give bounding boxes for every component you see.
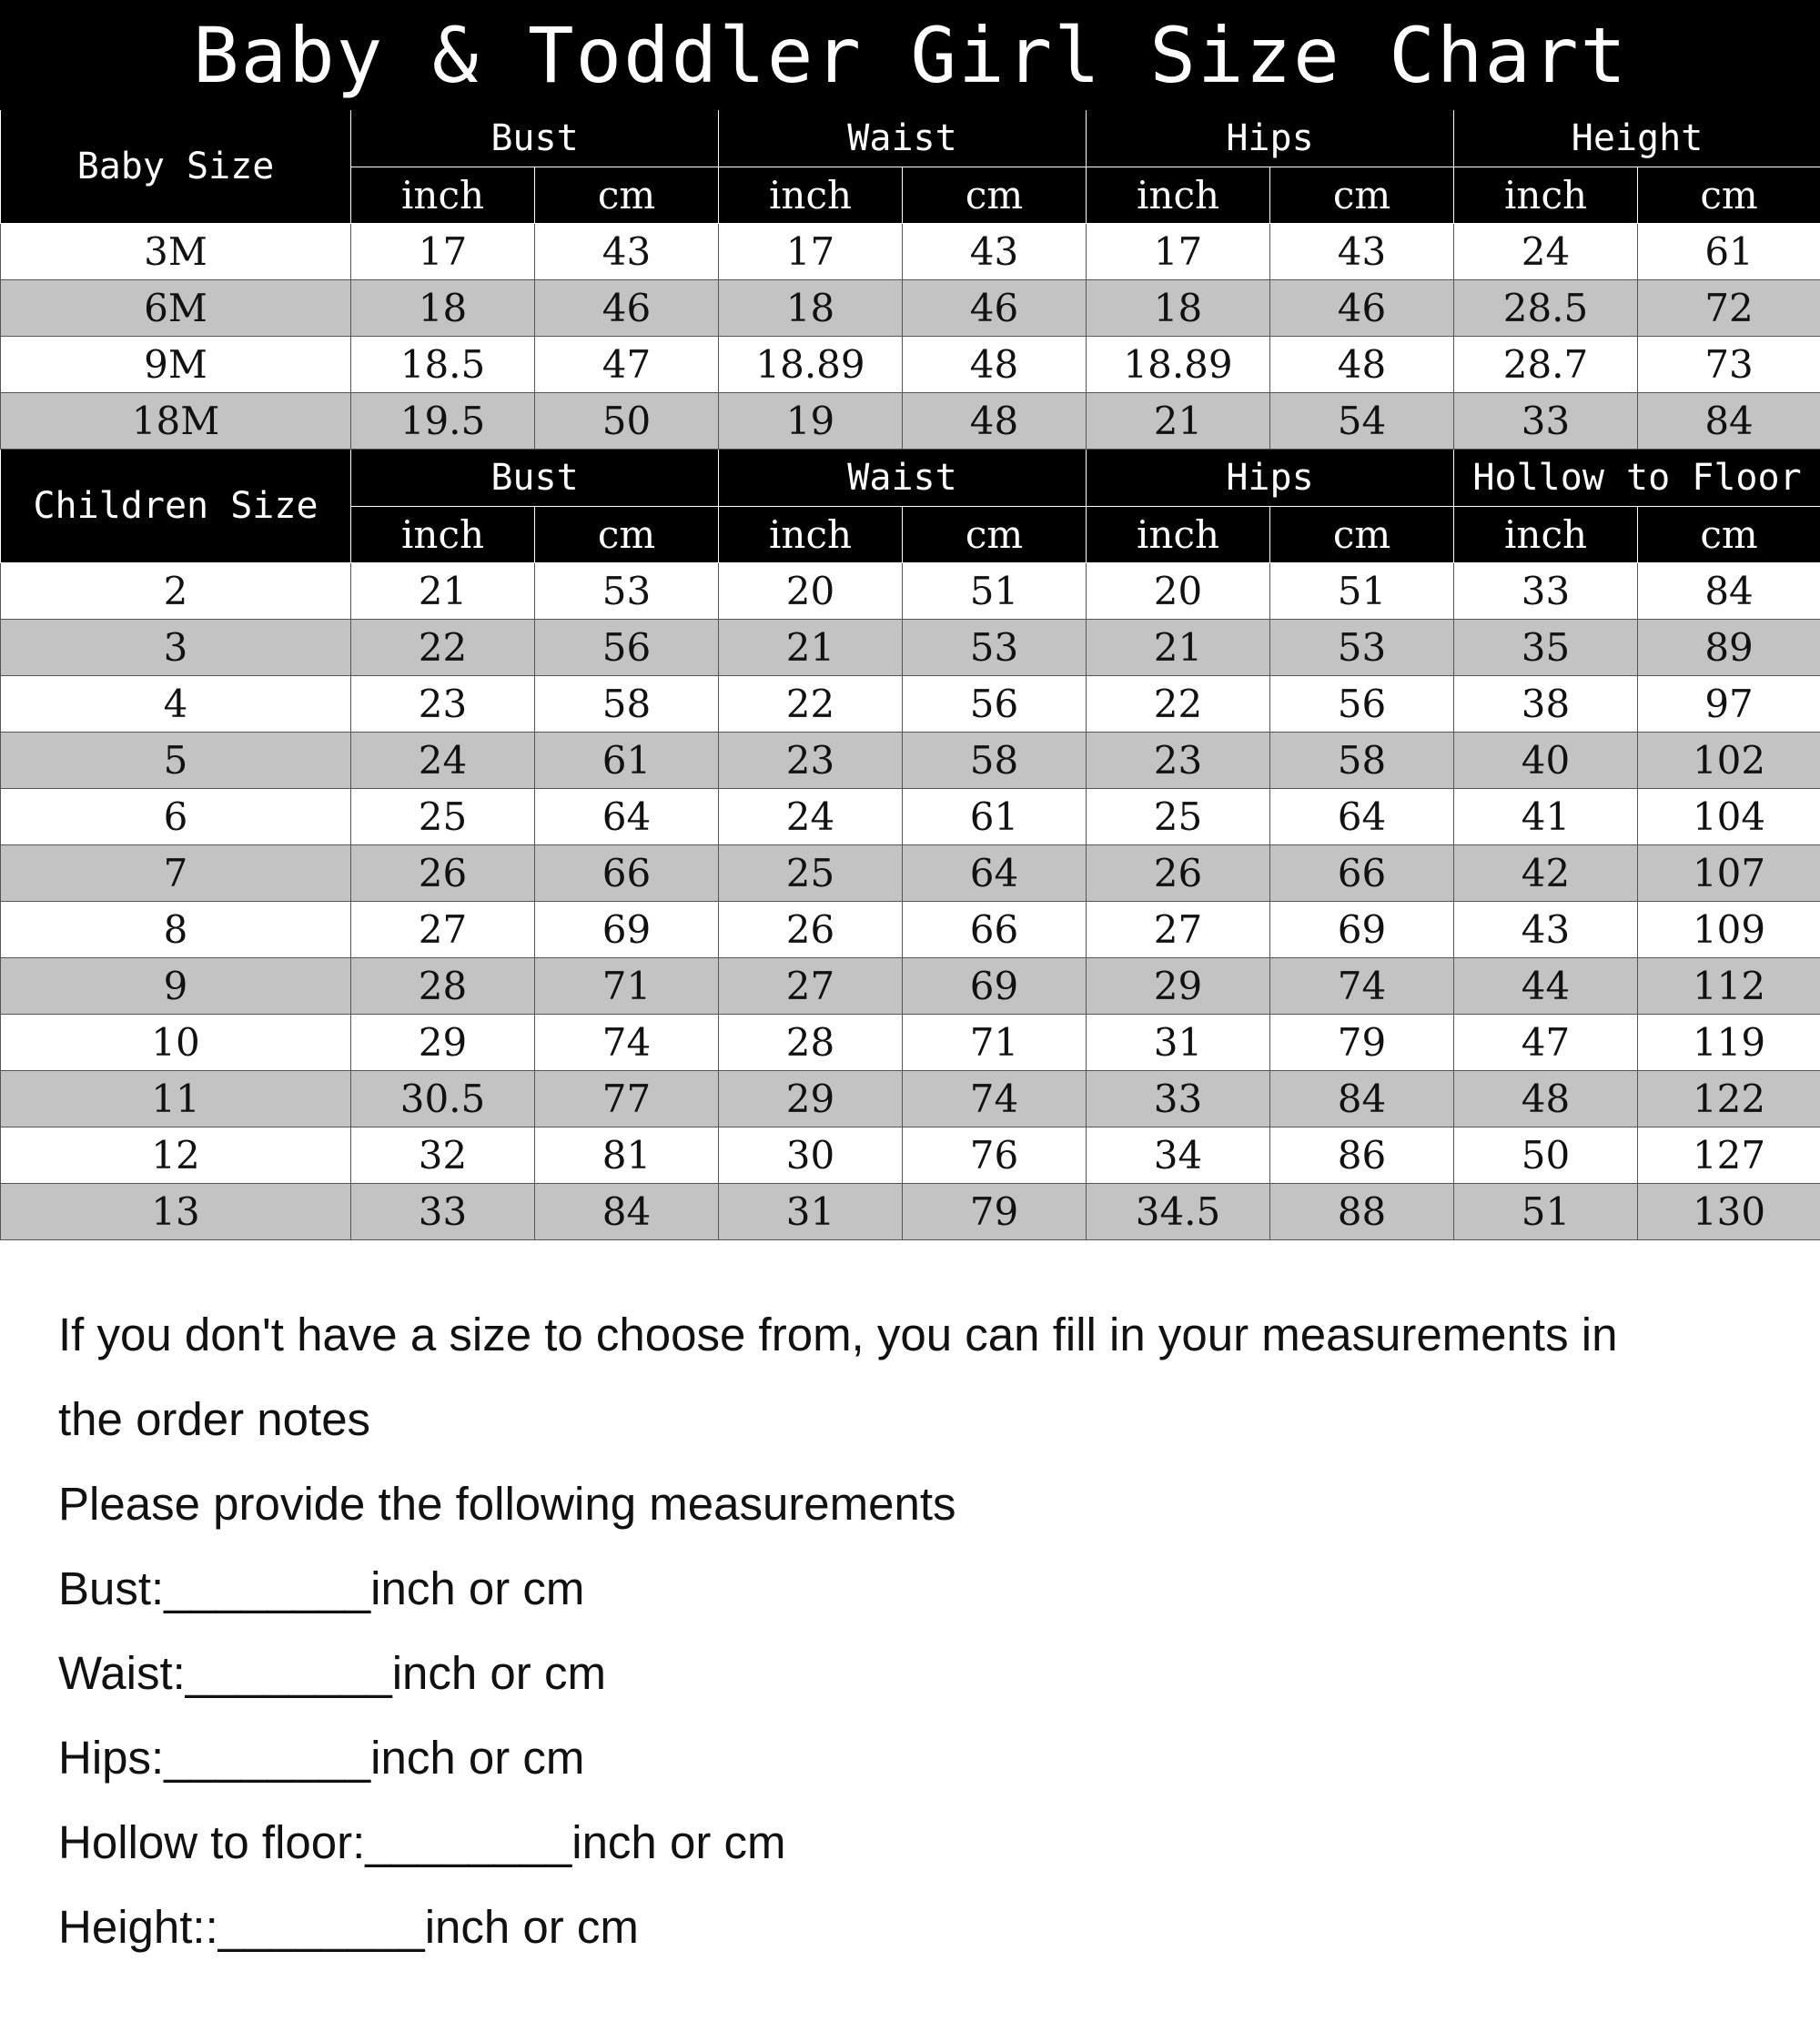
baby-size-label: Baby Size — [1, 110, 351, 224]
table-row — [1, 958, 1820, 1015]
size-cell: 10 — [1, 1015, 351, 1071]
measurement-cell: 20 — [719, 563, 903, 620]
measurement-cell: 40 — [1454, 733, 1638, 789]
measurement-cell: 28.7 — [1454, 337, 1638, 393]
measurement-cell: 17 — [1087, 224, 1270, 280]
measurement-field-line — [58, 1800, 1769, 1885]
measurement-cell: 54 — [1270, 393, 1454, 450]
table-row — [1, 733, 1820, 789]
children-group-header: Hollow to Floor — [1454, 450, 1820, 507]
measurement-cell: 66 — [1270, 845, 1454, 902]
measurement-cell: 24 — [719, 789, 903, 845]
measurement-cell: 69 — [903, 958, 1087, 1015]
table-row — [1, 845, 1820, 902]
measurement-cell: 88 — [1270, 1184, 1454, 1240]
measurement-cell: 35 — [1454, 620, 1638, 676]
size-cell: 4 — [1, 676, 351, 733]
measurement-field-label: Height:: — [58, 1901, 218, 1953]
size-cell: 13 — [1, 1184, 351, 1240]
measurement-cell: 34.5 — [1087, 1184, 1270, 1240]
measurement-cell: 58 — [903, 733, 1087, 789]
measurement-cell: 24 — [1454, 224, 1638, 280]
baby-unit-header: inch — [1087, 167, 1270, 224]
measurement-unit: inch or cm — [370, 1732, 585, 1784]
measurement-cell: 122 — [1638, 1071, 1820, 1127]
measurement-blank: ________ — [164, 1732, 371, 1784]
measurement-cell: 130 — [1638, 1184, 1820, 1240]
measurement-cell: 102 — [1638, 733, 1820, 789]
table-row — [1, 337, 1820, 393]
measurement-cell: 18 — [351, 280, 535, 337]
measurement-cell: 46 — [1270, 280, 1454, 337]
measurement-cell: 26 — [351, 845, 535, 902]
measurement-cell: 53 — [1270, 620, 1454, 676]
baby-header-row — [1, 110, 1820, 167]
measurement-cell: 25 — [719, 845, 903, 902]
measurement-cell: 48 — [1270, 337, 1454, 393]
measurement-cell: 66 — [903, 902, 1087, 958]
measurement-cell: 20 — [1087, 563, 1270, 620]
measurement-cell: 48 — [903, 393, 1087, 450]
baby-unit-header: inch — [719, 167, 903, 224]
measurement-cell: 56 — [1270, 676, 1454, 733]
measurement-cell: 47 — [535, 337, 719, 393]
children-unit-header: cm — [535, 507, 719, 563]
measurement-cell: 31 — [1087, 1015, 1270, 1071]
table-row — [1, 1071, 1820, 1127]
measurement-cell: 29 — [719, 1071, 903, 1127]
measurement-cell: 61 — [535, 733, 719, 789]
table-row — [1, 224, 1820, 280]
measurement-blank: ________ — [365, 1816, 572, 1868]
measurement-cell: 18.89 — [1087, 337, 1270, 393]
measurement-cell: 21 — [719, 620, 903, 676]
measurement-cell: 84 — [535, 1184, 719, 1240]
measurement-field-line — [58, 1715, 1769, 1800]
measurement-cell: 17 — [351, 224, 535, 280]
children-unit-header: cm — [1270, 507, 1454, 563]
measurement-cell: 28 — [351, 958, 535, 1015]
children-unit-header: inch — [1087, 507, 1270, 563]
measurement-cell: 112 — [1638, 958, 1820, 1015]
measurement-cell: 46 — [903, 280, 1087, 337]
measurement-field-label: Waist: — [58, 1647, 186, 1699]
measurement-cell: 61 — [1638, 224, 1820, 280]
measurement-cell: 66 — [535, 845, 719, 902]
measurement-cell: 34 — [1087, 1127, 1270, 1184]
measurement-cell: 21 — [1087, 393, 1270, 450]
measurement-cell: 22 — [351, 620, 535, 676]
measurement-cell: 43 — [535, 224, 719, 280]
measurement-cell: 18 — [719, 280, 903, 337]
measurement-cell: 51 — [1270, 563, 1454, 620]
measurement-notes — [58, 1292, 1769, 1969]
measurement-cell: 127 — [1638, 1127, 1820, 1184]
children-size-label: Children Size — [1, 450, 351, 563]
measurement-cell: 71 — [903, 1015, 1087, 1071]
measurement-cell: 51 — [903, 563, 1087, 620]
measurement-cell: 64 — [1270, 789, 1454, 845]
notes-intro-line-1: If you don't have a size to choose from, you can fill in your measurements in — [58, 1309, 1618, 1360]
measurement-cell: 30 — [719, 1127, 903, 1184]
measurement-cell: 38 — [1454, 676, 1638, 733]
size-cell: 9M — [1, 337, 351, 393]
table-row — [1, 1127, 1820, 1184]
table-row — [1, 902, 1820, 958]
measurement-cell: 27 — [351, 902, 535, 958]
measurement-cell: 33 — [351, 1184, 535, 1240]
measurement-cell: 18 — [1087, 280, 1270, 337]
measurement-cell: 33 — [1454, 563, 1638, 620]
measurement-cell: 77 — [535, 1071, 719, 1127]
measurement-field-label: Hollow to floor: — [58, 1816, 366, 1868]
measurement-cell: 71 — [535, 958, 719, 1015]
measurement-cell: 61 — [903, 789, 1087, 845]
measurement-cell: 56 — [903, 676, 1087, 733]
measurement-blank: ________ — [217, 1901, 425, 1953]
measurement-cell: 22 — [1087, 676, 1270, 733]
measurement-blank: ________ — [185, 1647, 392, 1699]
measurement-cell: 104 — [1638, 789, 1820, 845]
measurement-cell: 44 — [1454, 958, 1638, 1015]
size-cell: 8 — [1, 902, 351, 958]
children-group-header: Hips — [1087, 450, 1454, 507]
measurement-field-line — [58, 1631, 1769, 1715]
measurement-cell: 64 — [903, 845, 1087, 902]
measurement-cell: 31 — [719, 1184, 903, 1240]
measurement-cell: 33 — [1454, 393, 1638, 450]
table-row — [1, 280, 1820, 337]
measurement-cell: 48 — [903, 337, 1087, 393]
baby-unit-header: cm — [903, 167, 1087, 224]
measurement-cell: 46 — [535, 280, 719, 337]
size-cell: 9 — [1, 958, 351, 1015]
measurement-cell: 32 — [351, 1127, 535, 1184]
chart-title: Baby & Toddler Girl Size Chart — [1, 1, 1820, 110]
measurement-field-label: Hips: — [58, 1732, 165, 1784]
baby-unit-header: cm — [535, 167, 719, 224]
measurement-cell: 43 — [903, 224, 1087, 280]
measurement-cell: 74 — [903, 1071, 1087, 1127]
children-unit-header: inch — [351, 507, 535, 563]
children-unit-header: inch — [1454, 507, 1638, 563]
measurement-cell: 86 — [1270, 1127, 1454, 1184]
measurement-cell: 84 — [1638, 393, 1820, 450]
children-unit-header: cm — [1638, 507, 1820, 563]
measurement-cell: 33 — [1087, 1071, 1270, 1127]
measurement-cell: 22 — [719, 676, 903, 733]
measurement-cell: 97 — [1638, 676, 1820, 733]
measurement-cell: 17 — [719, 224, 903, 280]
size-cell: 5 — [1, 733, 351, 789]
baby-unit-header: inch — [1454, 167, 1638, 224]
measurement-cell: 89 — [1638, 620, 1820, 676]
measurement-cell: 48 — [1454, 1071, 1638, 1127]
measurement-unit: inch or cm — [391, 1647, 606, 1699]
baby-unit-header: inch — [351, 167, 535, 224]
table-row — [1, 676, 1820, 733]
children-unit-header: inch — [719, 507, 903, 563]
measurement-cell: 21 — [1087, 620, 1270, 676]
measurement-cell: 24 — [351, 733, 535, 789]
baby-unit-header: cm — [1270, 167, 1454, 224]
measurement-cell: 119 — [1638, 1015, 1820, 1071]
measurement-cell: 19.5 — [351, 393, 535, 450]
size-cell: 7 — [1, 845, 351, 902]
measurement-cell: 64 — [535, 789, 719, 845]
measurement-cell: 50 — [1454, 1127, 1638, 1184]
measurement-cell: 29 — [351, 1015, 535, 1071]
table-row — [1, 620, 1820, 676]
children-header-row — [1, 450, 1820, 507]
measurement-cell: 26 — [1087, 845, 1270, 902]
measurement-cell: 79 — [903, 1184, 1087, 1240]
measurement-cell: 56 — [535, 620, 719, 676]
measurement-cell: 29 — [1087, 958, 1270, 1015]
size-cell: 6M — [1, 280, 351, 337]
measurement-cell: 25 — [1087, 789, 1270, 845]
table-row — [1, 1184, 1820, 1240]
table-row — [1, 563, 1820, 620]
measurement-cell: 72 — [1638, 280, 1820, 337]
measurement-cell: 18.5 — [351, 337, 535, 393]
measurement-cell: 74 — [1270, 958, 1454, 1015]
measurement-cell: 58 — [1270, 733, 1454, 789]
table-row — [1, 393, 1820, 450]
notes-intro-line-2: the order notes — [58, 1393, 371, 1445]
notes-provide-line: Please provide the following measurements — [58, 1478, 956, 1530]
measurement-cell: 23 — [1087, 733, 1270, 789]
measurement-field-label: Bust: — [58, 1562, 165, 1614]
measurement-cell: 47 — [1454, 1015, 1638, 1071]
measurement-cell: 58 — [535, 676, 719, 733]
measurement-cell: 28 — [719, 1015, 903, 1071]
measurement-cell: 73 — [1638, 337, 1820, 393]
size-cell: 11 — [1, 1071, 351, 1127]
measurement-cell: 18.89 — [719, 337, 903, 393]
measurement-cell: 79 — [1270, 1015, 1454, 1071]
measurement-cell: 84 — [1638, 563, 1820, 620]
baby-unit-header: cm — [1638, 167, 1820, 224]
measurement-cell: 51 — [1454, 1184, 1638, 1240]
measurement-cell: 69 — [535, 902, 719, 958]
measurement-cell: 42 — [1454, 845, 1638, 902]
baby-group-header: Height — [1454, 110, 1820, 167]
measurement-cell: 23 — [719, 733, 903, 789]
measurement-cell: 53 — [535, 563, 719, 620]
measurement-cell: 76 — [903, 1127, 1087, 1184]
table-row — [1, 1015, 1820, 1071]
measurement-cell: 109 — [1638, 902, 1820, 958]
measurement-cell: 25 — [351, 789, 535, 845]
size-cell: 18M — [1, 393, 351, 450]
measurement-cell: 53 — [903, 620, 1087, 676]
measurement-cell: 30.5 — [351, 1071, 535, 1127]
measurement-cell: 41 — [1454, 789, 1638, 845]
measurement-cell: 23 — [351, 676, 535, 733]
size-cell: 2 — [1, 563, 351, 620]
size-cell: 3 — [1, 620, 351, 676]
measurement-cell: 74 — [535, 1015, 719, 1071]
measurement-cell: 69 — [1270, 902, 1454, 958]
measurement-cell: 107 — [1638, 845, 1820, 902]
size-cell: 3M — [1, 224, 351, 280]
measurement-field-line — [58, 1546, 1769, 1631]
table-row — [1, 789, 1820, 845]
baby-group-header: Bust — [351, 110, 719, 167]
measurement-cell: 84 — [1270, 1071, 1454, 1127]
measurement-cell: 27 — [1087, 902, 1270, 958]
size-cell: 6 — [1, 789, 351, 845]
measurement-cell: 43 — [1454, 902, 1638, 958]
measurement-unit: inch or cm — [424, 1901, 639, 1953]
measurement-cell: 43 — [1270, 224, 1454, 280]
measurement-blank: ________ — [164, 1562, 371, 1614]
measurement-cell: 27 — [719, 958, 903, 1015]
measurement-cell: 28.5 — [1454, 280, 1638, 337]
children-group-header: Waist — [719, 450, 1087, 507]
size-cell: 12 — [1, 1127, 351, 1184]
baby-group-header: Waist — [719, 110, 1087, 167]
measurement-field-line — [58, 1885, 1769, 1969]
baby-group-header: Hips — [1087, 110, 1454, 167]
measurement-cell: 26 — [719, 902, 903, 958]
measurement-unit: inch or cm — [571, 1816, 786, 1868]
measurement-cell: 19 — [719, 393, 903, 450]
measurement-cell: 81 — [535, 1127, 719, 1184]
children-group-header: Bust — [351, 450, 719, 507]
measurement-cell: 21 — [351, 563, 535, 620]
measurement-cell: 50 — [535, 393, 719, 450]
measurement-unit: inch or cm — [370, 1562, 585, 1614]
children-unit-header: cm — [903, 507, 1087, 563]
